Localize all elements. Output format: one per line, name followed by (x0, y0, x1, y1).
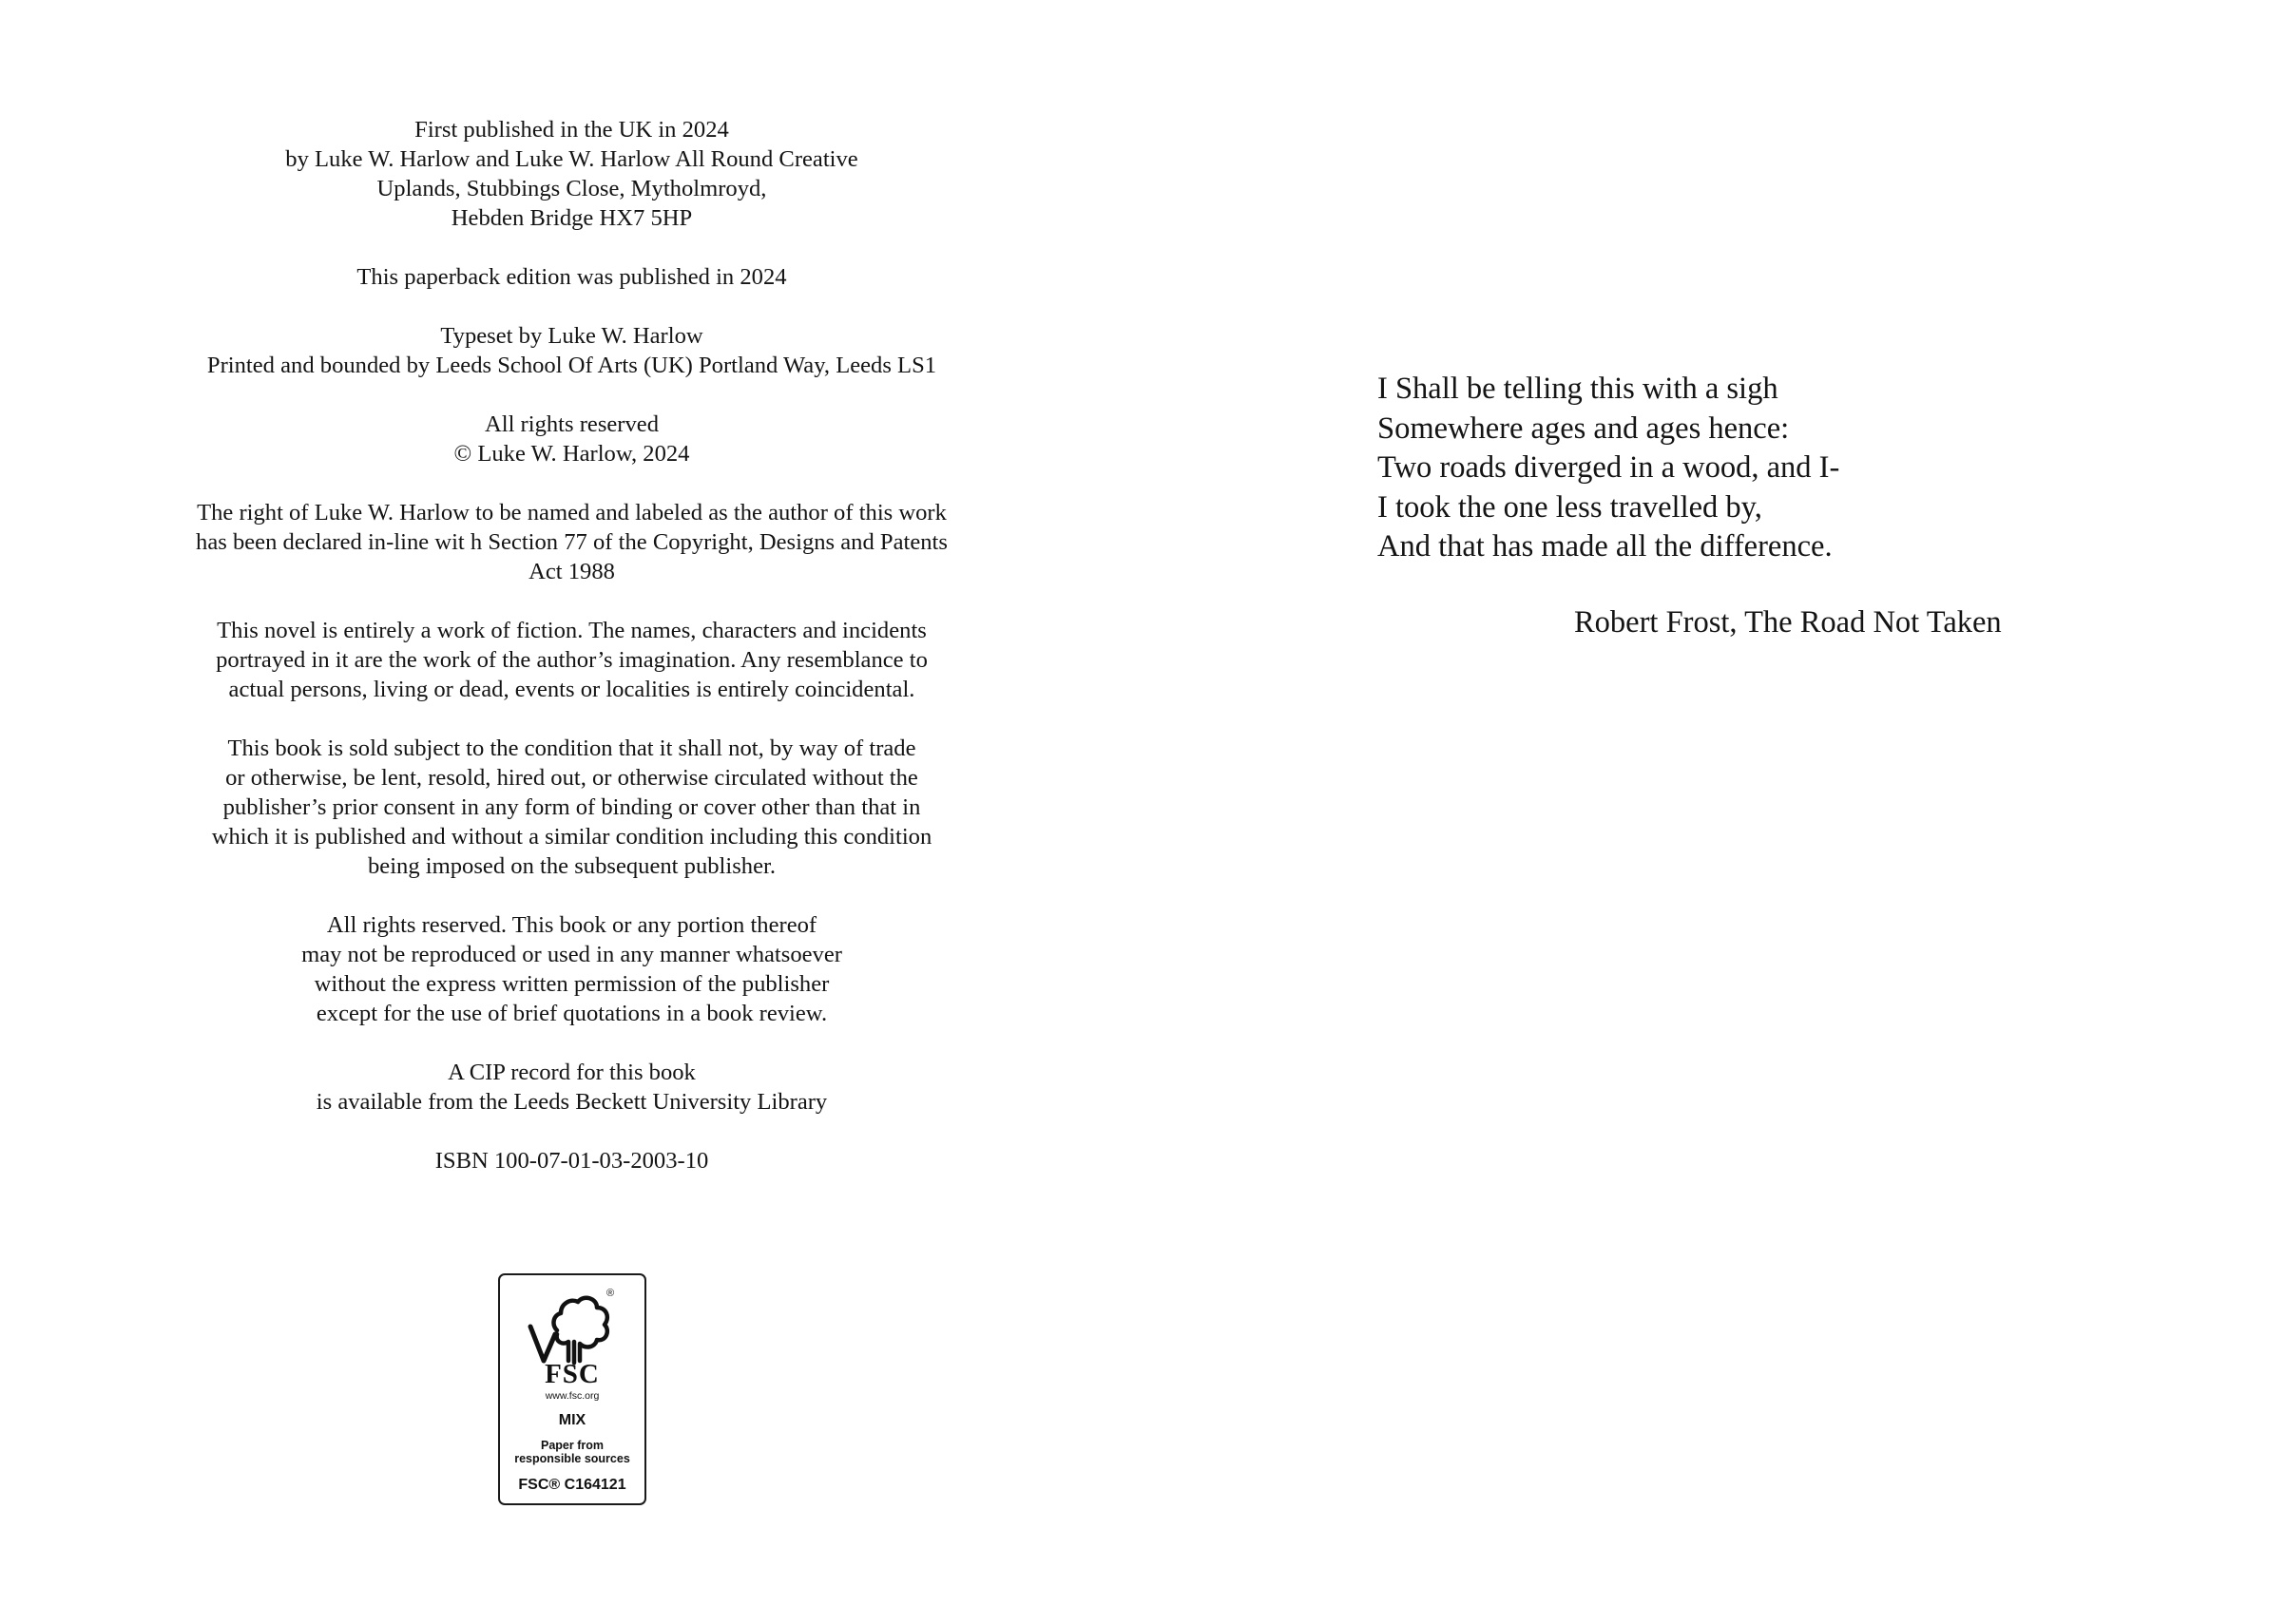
imprint-line: First published in the UK in 2024 (414, 117, 729, 143)
imprint-block (95, 115, 1048, 233)
imprint-line: A CIP record for this book (448, 1060, 696, 1085)
poem-line: Somewhere ages and ages hence: (1377, 411, 1790, 446)
imprint-line: Typeset by Luke W. Harlow (440, 323, 703, 349)
imprint-block (95, 262, 1048, 292)
imprint-line: actual persons, living or dead, events or localities is entirely coincidental. (228, 677, 915, 702)
imprint-line: All rights reserved (484, 411, 660, 437)
fsc-description (500, 1439, 644, 1465)
imprint-block (95, 616, 1048, 704)
imprint-line: or otherwise, be lent, resold, hired out, or otherwise circulated without the (225, 765, 918, 791)
fsc-certification-label (498, 1273, 646, 1505)
imprint-line: by Luke W. Harlow and Luke W. Harlow All Round Creative (285, 146, 858, 172)
imprint-line: Hebden Bridge HX7 5HP (451, 205, 693, 231)
imprint-line: without the express written permission of the publisher (314, 971, 830, 997)
imprint-block (95, 1058, 1048, 1117)
fsc-license-code: FSC® C164121 (518, 1477, 626, 1493)
fsc-url: www.fsc.org (545, 1390, 600, 1402)
imprint-line: Act 1988 (529, 559, 615, 584)
imprint-line: portrayed in it are the work of the author’s imagination. Any resemblance to (216, 647, 928, 673)
imprint-block (95, 910, 1048, 1028)
imprint-line: This novel is entirely a work of fiction. The names, characters and incidents (217, 618, 927, 643)
fsc-description-line: responsible sources (514, 1452, 630, 1465)
imprint-line: The right of Luke W. Harlow to be named and labeled as the author of this work (197, 500, 947, 525)
imprint-line: Printed and bounded by Leeds School Of Arts (UK) Portland Way, Leeds LS1 (206, 353, 937, 378)
epigraph-page (1144, 0, 2287, 1624)
fsc-registered-mark: ® (606, 1288, 615, 1299)
imprint-block (95, 734, 1048, 881)
imprint-text (95, 115, 1048, 1205)
fsc-logo-text: FSC (545, 1359, 600, 1389)
imprint-block (95, 321, 1048, 380)
epigraph-poem (1377, 370, 1839, 567)
poem-line: I took the one less travelled by, (1377, 489, 1762, 525)
imprint-line: may not be reproduced or used in any manner whatsoever (301, 942, 842, 967)
poem-line: I Shall be telling this with a sigh (1377, 372, 1778, 406)
imprint-block (95, 410, 1048, 468)
poem-line: Two roads diverged in a wood, and I- (1377, 450, 1840, 485)
imprint-line: being imposed on the subsequent publisher. (368, 853, 776, 879)
imprint-line: This book is sold subject to the condition that it shall not, by way of trade (227, 736, 916, 761)
imprint-block (95, 498, 1048, 586)
imprint-line: publisher’s prior consent in any form of binding or cover other than that in (222, 794, 921, 820)
imprint-line: which it is published and without a similar condition including this condition (211, 824, 932, 850)
epigraph-attribution: Robert Frost, The Road Not Taken (1574, 605, 2002, 640)
imprint-line: All rights reserved. This book or any portion thereof (326, 912, 817, 938)
imprint-line: except for the use of brief quotations in a book review. (316, 1001, 828, 1026)
fsc-category: MIX (558, 1412, 586, 1428)
poem-line: And that has made all the difference. (1377, 529, 1833, 564)
imprint-line: Uplands, Stubbings Close, Mytholmroyd, (376, 176, 767, 201)
imprint-block (95, 1146, 1048, 1175)
fsc-description-line: Paper from (541, 1439, 604, 1452)
imprint-line: This paperback edition was published in 2024 (356, 264, 787, 290)
imprint-line: ISBN 100-07-01-03-2003-10 (434, 1148, 709, 1174)
imprint-line: has been declared in-line wit h Section 77 of the Copyright, Designs and Patents (196, 529, 948, 555)
imprint-line: © Luke W. Harlow, 2024 (453, 441, 690, 467)
imprint-line: is available from the Leeds Beckett University Library (316, 1089, 828, 1115)
